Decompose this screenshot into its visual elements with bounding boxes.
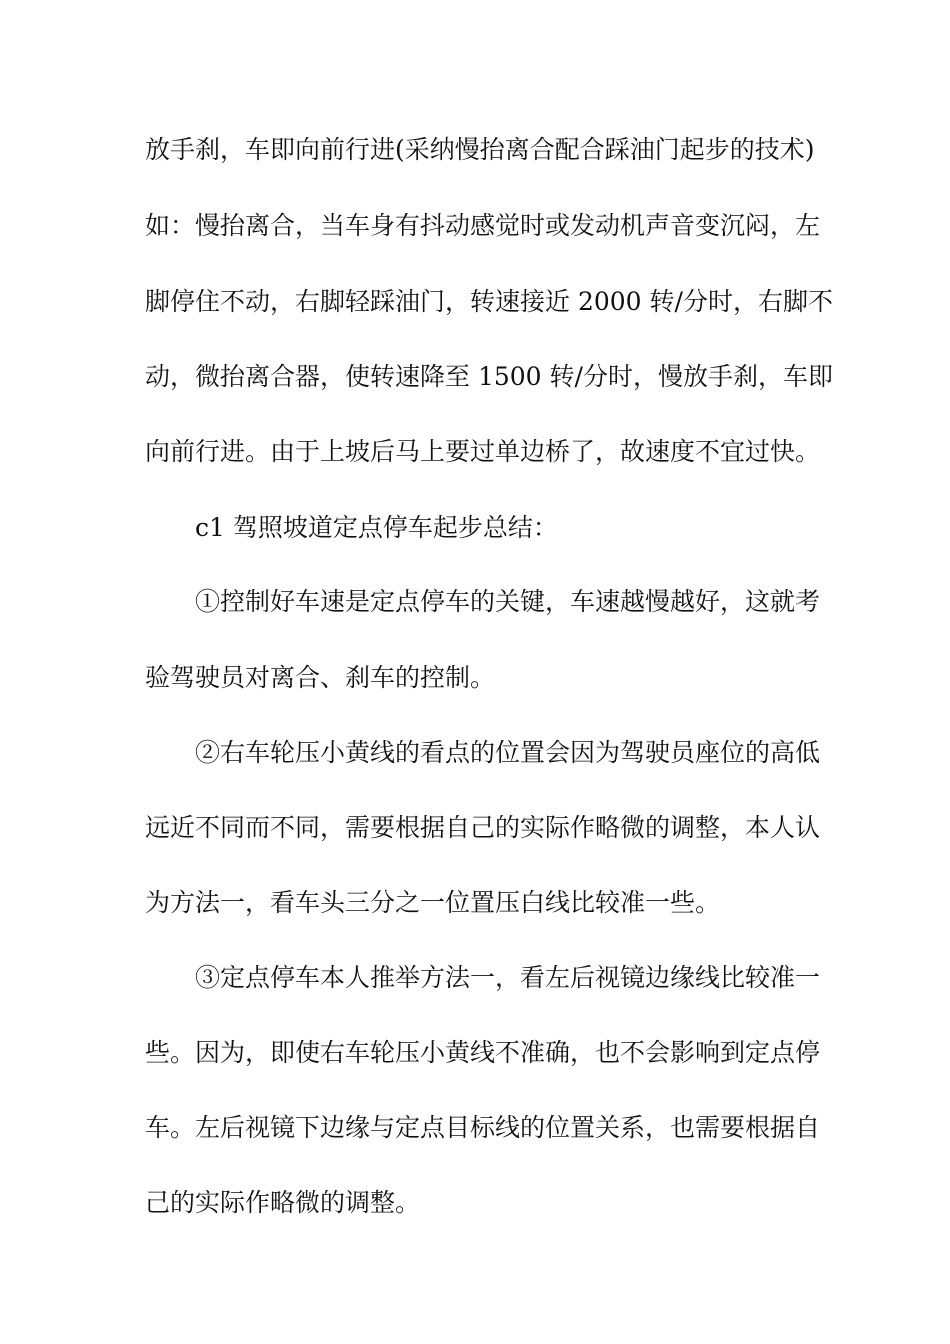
text-line: 如：慢抬离合，当车身有抖动感觉时或发动机声音变沉闷，左 [145, 211, 821, 240]
text-line: ③定点停车本人推举方法一，看左后视镜边缘线比较准一 [195, 963, 821, 992]
text-line: 动，微抬离合器，使转速降至 1500 转/分时，慢放手刹，车即 [145, 362, 833, 391]
text-line: 脚停住不动，右脚轻踩油门，转速接近 2000 转/分时，右脚不 [145, 287, 833, 316]
text-line: 为方法一，看车头三分之一位置压白线比较准一些。 [145, 888, 721, 917]
text-line: 己的实际作略微的调整。 [145, 1188, 421, 1217]
text-line: ②右车轮压小黄线的看点的位置会因为驾驶员座位的高低 [195, 738, 821, 767]
text-line: 向前行进。由于上坡后马上要过单边桥了，故速度不宜过快。 [145, 437, 821, 466]
text-line: 放手刹，车即向前行进(采纳慢抬离合配合踩油门起步的技术) [145, 135, 815, 164]
text-line: 车。左后视镜下边缘与定点目标线的位置关系，也需要根据自 [145, 1113, 821, 1142]
text-line: 些。因为，即使右车轮压小黄线不准确，也不会影响到定点停 [145, 1038, 821, 1067]
section-heading: c1 驾照坡道定点停车起步总结： [195, 513, 558, 542]
text-line: 远近不同而不同，需要根据自己的实际作略微的调整，本人认 [145, 813, 821, 842]
text-line: 验驾驶员对离合、刹车的控制。 [145, 663, 496, 692]
text-line: ①控制好车速是定点停车的关键，车速越慢越好，这就考 [195, 587, 821, 616]
